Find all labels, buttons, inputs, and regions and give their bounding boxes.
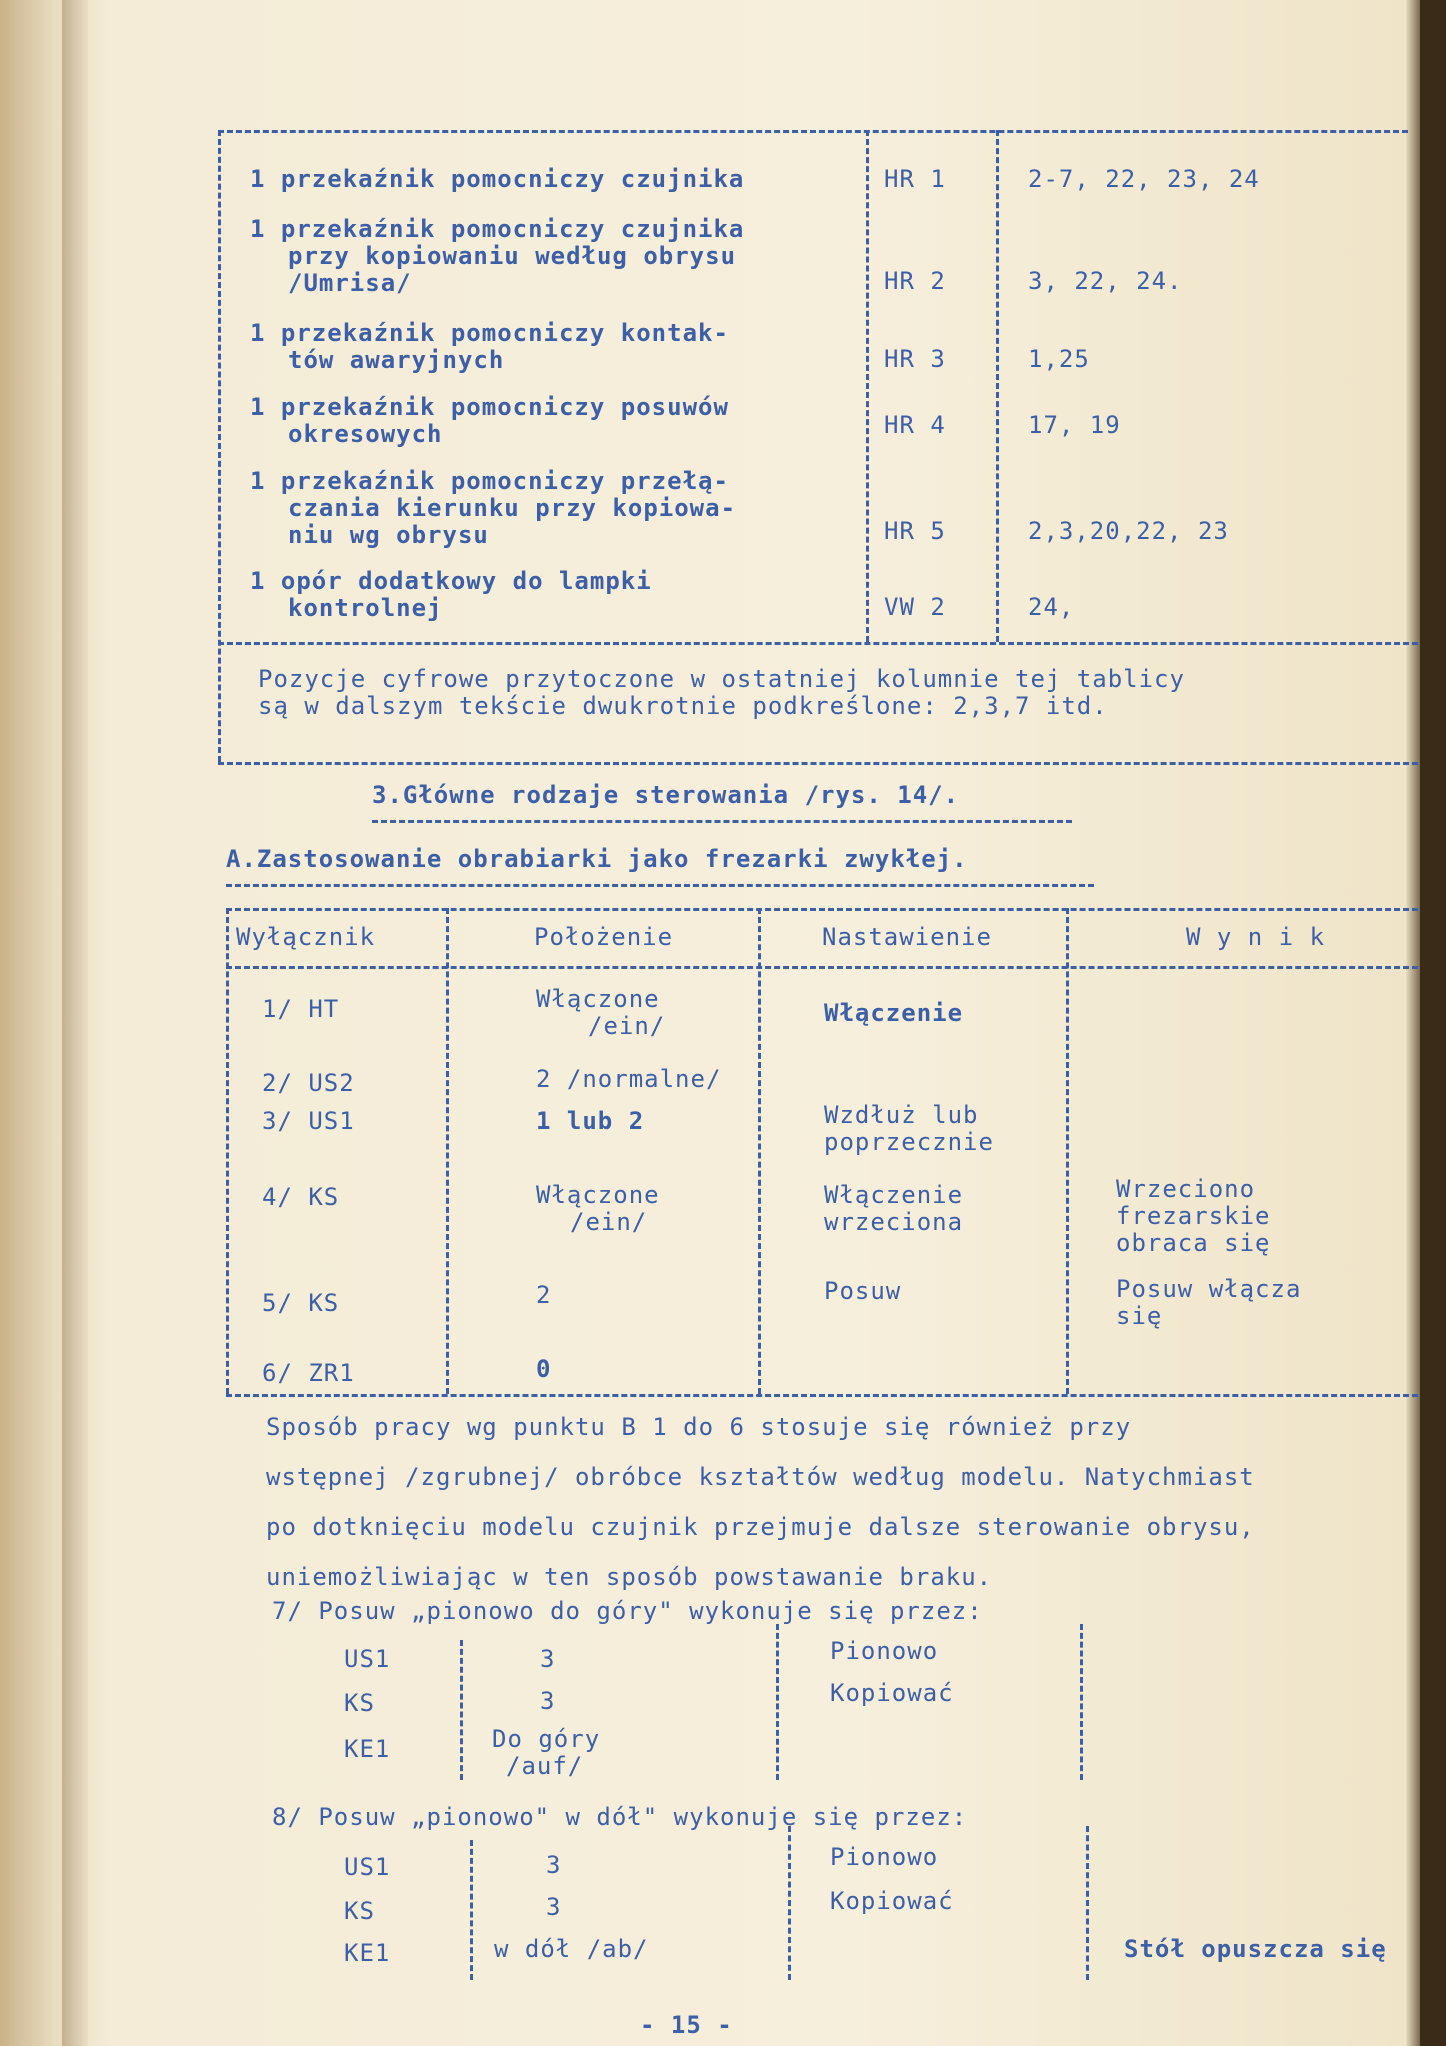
component-desc: 1 przekaźnik pomocniczy czujnika [250, 165, 745, 193]
column-header: Położenie [534, 923, 674, 951]
item8-position: w dół /ab/ [494, 1935, 649, 1963]
table-cell-switch: 5/ KS [262, 1289, 340, 1317]
column-header: Nastawienie [822, 923, 992, 951]
table-cell-switch: 3/ US1 [262, 1107, 355, 1135]
component-positions: 3, 22, 24. [1028, 267, 1183, 295]
component-desc: 1 przekaźnik pomocniczy czujnika przy kopiowaniu według obrysu /Umrisa/ [250, 215, 745, 297]
table-cell-position: 1 lub 2 [536, 1107, 645, 1135]
table-cell-switch: 2/ US2 [262, 1069, 355, 1097]
item8-position: 3 [546, 1893, 562, 1921]
component-code: HR 4 [884, 411, 946, 439]
item7-position: 3 [540, 1687, 556, 1715]
table-cell-setting: Włączenie wrzeciona [824, 1181, 964, 1236]
component-code: VW 2 [884, 593, 946, 621]
binding-gutter [62, 0, 88, 2046]
body-paragraph: Sposób pracy wg punktu B 1 do 6 stosuje się również przy wstępnej /zgrubnej/ obróbce kształtów według modelu. Natychmiast po dotknięciu modelu czujnik przejmuje dalsze sterowanie obrysu, uniemożliwiając w ten sposób powstawanie braku. [266, 1413, 1255, 1591]
item8-setting: Kopiować [830, 1887, 954, 1915]
column-header: W y n i k [1186, 923, 1326, 951]
table-cell-setting: Posuw [824, 1277, 902, 1305]
table-cell-position: 2 [536, 1281, 552, 1309]
component-positions: 24, [1028, 593, 1075, 621]
table-cell-position: Włączone /ein/ [536, 985, 666, 1040]
item7-setting: Kopiować [830, 1679, 954, 1707]
table-cell-switch: 1/ HT [262, 995, 340, 1023]
component-code: HR 3 [884, 345, 946, 373]
item7-switch: KS [344, 1689, 375, 1717]
item8-heading: 8/ Posuw „pionowo" w dół" wykonuje się przez: [272, 1803, 968, 1831]
page-edge [1406, 0, 1420, 2046]
section-heading: 3.Główne rodzaje sterowania /rys. 14/. [372, 781, 960, 809]
subsection-heading: A.Zastosowanie obrabiarki jako frezarki zwykłej. [226, 845, 968, 873]
component-desc: 1 przekaźnik pomocniczy przełą- czania kierunku przy kopiowa- niu wg obrysu [250, 467, 737, 549]
item8-setting: Pionowo [830, 1843, 939, 1871]
component-code: HR 5 [884, 517, 946, 545]
item8-switch: KE1 [344, 1939, 391, 1967]
item8-switch: KS [344, 1897, 375, 1925]
component-desc: 1 przekaźnik pomocniczy posuwów okresowych [250, 393, 729, 448]
table-cell-result: Wrzeciono frezarskie obraca się [1116, 1175, 1271, 1257]
component-positions: 2-7, 22, 23, 24 [1028, 165, 1260, 193]
table-cell-switch: 6/ ZR1 [262, 1359, 355, 1387]
page-number: - 15 - [640, 2011, 733, 2039]
component-code: HR 1 [884, 165, 946, 193]
item7-setting: Pionowo [830, 1637, 939, 1665]
component-desc: 1 opór dodatkowy do lampki kontrolnej [250, 567, 652, 622]
table-cell-switch: 4/ KS [262, 1183, 340, 1211]
component-desc: 1 przekaźnik pomocniczy kontak- tów awaryjnych [250, 319, 729, 374]
item7-position: Do góry /auf/ [492, 1725, 601, 1780]
table-cell-setting: Wzdłuż lub poprzecznie [824, 1101, 994, 1156]
table-cell-position: 2 /normalne/ [536, 1065, 722, 1093]
item7-position: 3 [540, 1645, 556, 1673]
item7-heading: 7/ Posuw „pionowo do góry" wykonuje się przez: [272, 1597, 983, 1625]
component-positions: 2,3,20,22, 23 [1028, 517, 1229, 545]
item7-switch: KE1 [344, 1735, 391, 1763]
component-positions: 17, 19 [1028, 411, 1121, 439]
column-header: Wyłącznik [236, 923, 376, 951]
component-positions: 1,25 [1028, 345, 1090, 373]
item7-switch: US1 [344, 1645, 391, 1673]
table-cell-position: Włączone /ein/ [536, 1181, 660, 1236]
item8-position: 3 [546, 1851, 562, 1879]
table-cell-position: 0 [536, 1355, 552, 1383]
item8-result: Stół opuszcza się [1124, 1935, 1387, 1963]
table-cell-setting: Włączenie [824, 999, 964, 1027]
table-cell-result: Posuw włącza się [1116, 1275, 1302, 1330]
component-code: HR 2 [884, 267, 946, 295]
item8-switch: US1 [344, 1853, 391, 1881]
table-footnote: Pozycje cyfrowe przytoczone w ostatniej kolumnie tej tablicy są w dalszym tekście dwukrotnie podkreślone: 2,3,7 itd. [258, 665, 1185, 720]
